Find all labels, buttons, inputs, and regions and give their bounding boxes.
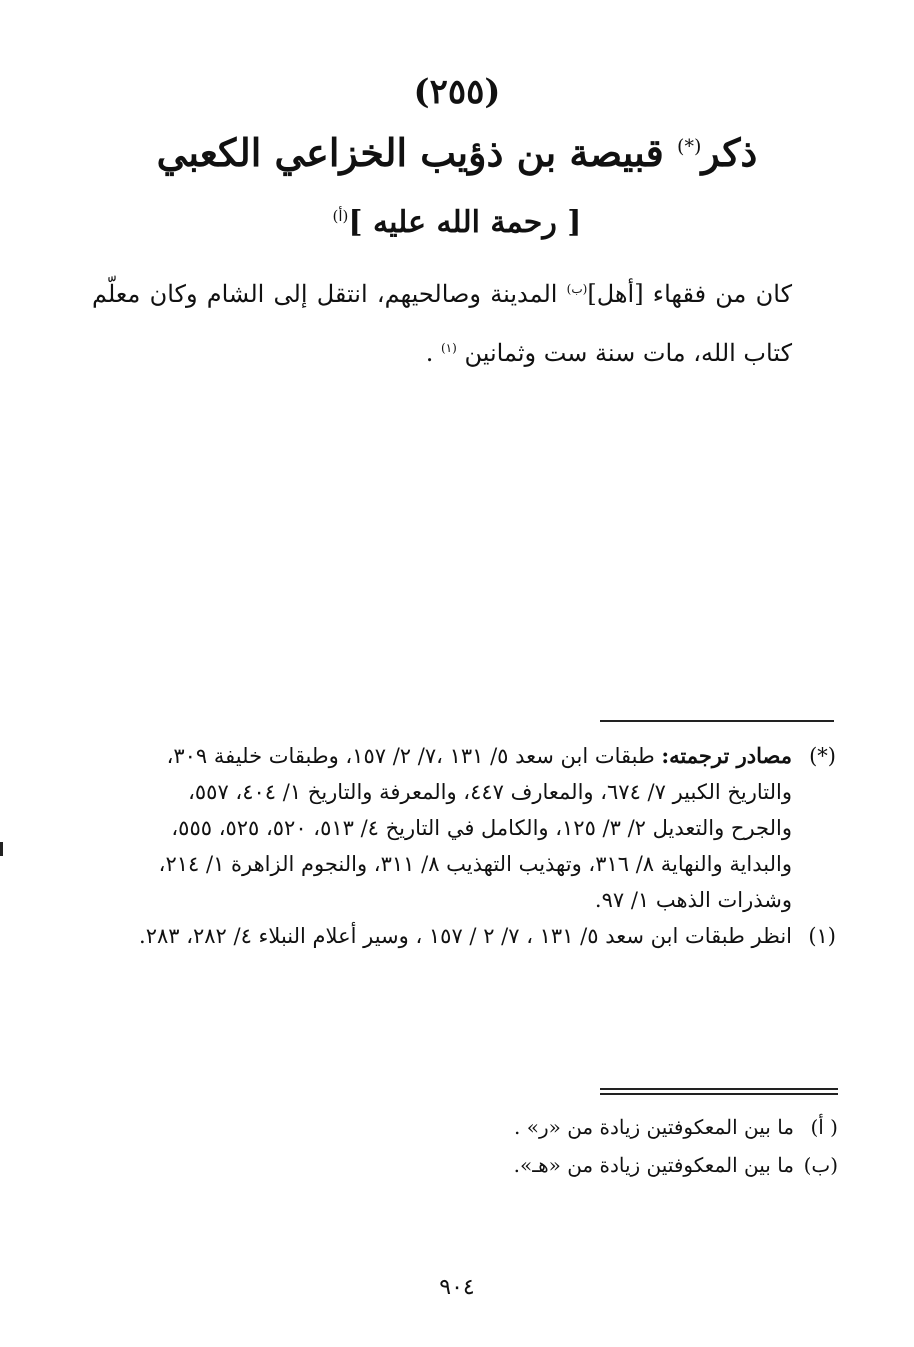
- variant-marker: ( أ): [810, 1115, 838, 1139]
- variant-note-b: [128, 1146, 838, 1184]
- sources-text: طبقات ابن سعد ٥/ ١٣١ ،٧/ ٢/ ١٥٧، وطبقات خليفة ٣٠٩، والتاريخ الكبير ٧/ ٦٧٤، والمعارف ٤٤٧، والمعرفة والتاريخ ١/ ٤٠٤، ٥٥٧، والجرح والتعديل ٢/ ٣/ ١٢٥، والكامل في التاريخ ٤/ ٥١٣، ٥٢٠، ٥٢٥، ٥٥٥، والبداية والنهاية ٨/ ٣١٦، وتهذيب التهذيب ٨/ ٣١١، والنجوم الزاهرة ١/ ٢١٤، وشذرات الذهب ١/ ٩٧.: [158, 744, 792, 912]
- variant-note-a: [128, 1108, 838, 1146]
- honorific-ref: (أ): [332, 207, 349, 225]
- footnote-sources: [126, 738, 836, 918]
- title-footnote-ref: (*): [677, 135, 702, 158]
- variant-marker: (ب): [803, 1153, 838, 1177]
- footnotes-block: [126, 738, 836, 954]
- entry-honorific: [0, 205, 914, 240]
- entry-number: (٢٥٥): [413, 72, 501, 112]
- body-ref-b: (ب): [566, 282, 588, 296]
- variant-a-text: ما بين المعكوفتين زيادة من «ر» .: [514, 1115, 794, 1139]
- body-ref-1: (١): [440, 341, 457, 355]
- footnote-marker: (١): [808, 924, 836, 948]
- entry-title: [0, 130, 914, 175]
- footnote-1-text: انظر طبقات ابن سعد ٥/ ١٣١ ، ٧/ ٢ / ١٥٧ ، وسير أعلام النبلاء ٤/ ٢٨٢، ٢٨٣.: [139, 924, 792, 948]
- page-number: ٩٠٤: [439, 1275, 475, 1300]
- scan-edge-mark: [0, 842, 3, 856]
- body-paragraph: [92, 262, 792, 380]
- variant-notes: [128, 1108, 838, 1184]
- body-part-3: .: [425, 339, 441, 367]
- title-name: قبيصة بن ذؤيب الخزاعي الكعبي: [156, 130, 664, 175]
- variant-b-text: ما بين المعكوفتين زيادة من «هـ».: [513, 1153, 794, 1177]
- title-prefix: ذكر: [701, 130, 758, 175]
- honorific-text: [ رحمة الله عليه ]: [348, 205, 582, 240]
- footnote-marker: (*): [809, 744, 836, 768]
- variants-divider: [600, 1088, 838, 1095]
- sources-heading: مصادر ترجمته:: [661, 743, 792, 768]
- body-part-2: المدينة وصالحيهم، انتقل إلى الشام وكان معلّم كتاب الله، مات سنة ست وثمانين: [92, 280, 792, 367]
- footnote-1: [126, 918, 836, 954]
- body-part-1: كان من فقهاء [أهل]: [587, 280, 792, 308]
- footnote-divider: [600, 720, 834, 722]
